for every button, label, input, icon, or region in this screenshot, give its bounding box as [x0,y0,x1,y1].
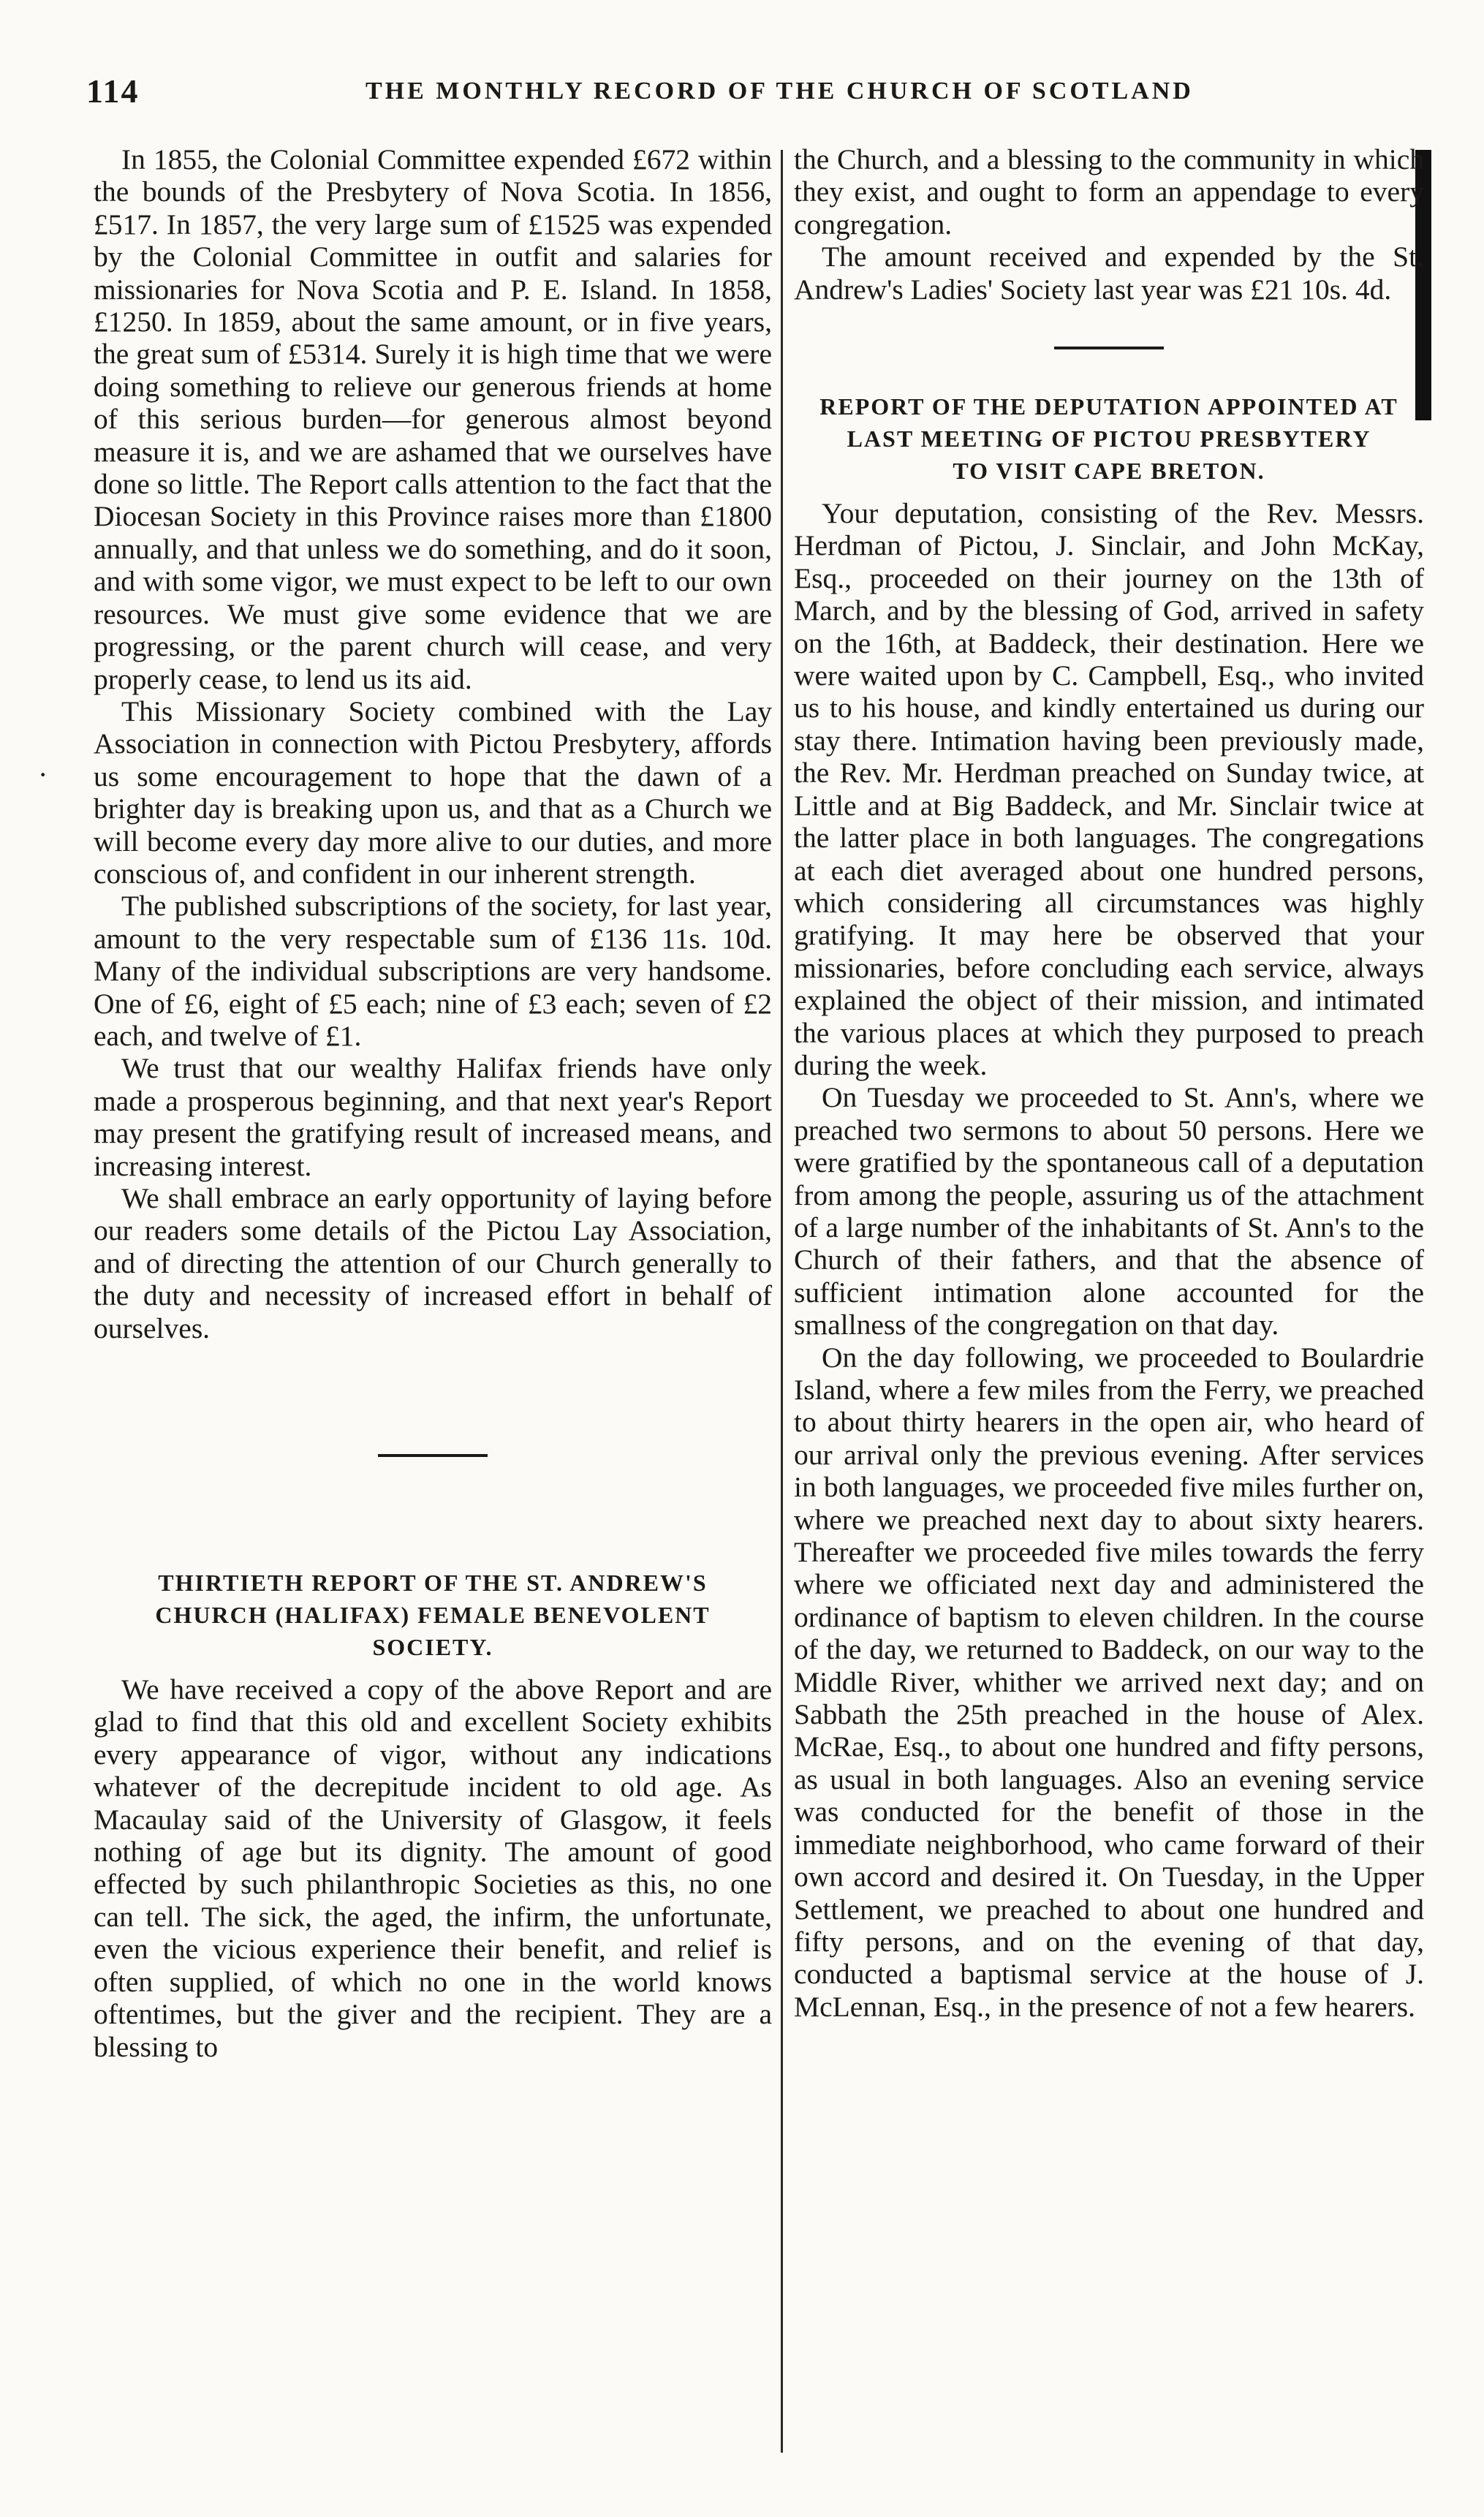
stray-mark: · [38,758,48,791]
running-head: THE MONTHLY RECORD OF THE CHURCH OF SCOTLAND [366,77,1194,105]
section-heading [794,390,1424,487]
page-number: 114 [86,72,140,110]
body-paragraph: On the day following, we proceeded to Boulardrie Island, where a few miles from the Ferry, we preached to about thirty hearers in the open air, who heard of our arrival only the previous evening. After services in both languages, we proceeded five miles further on, where we preached next day to about sixty hearers. Thereafter we proceeded five miles towards the ferry where we officiated next day and administered the ordinance of baptism to eleven children. In the course of the day, we returned to Baddeck, on our way to the Middle River, whither we arrived next day; and on Sabbath the 25th preached in the house of Alex. McRae, Esq., to about one hundred and fifty persons, as usual in both languages. Also an evening service was conducted for the benefit of those in the immediate neighborhood, who came forward of their own accord and desired it. On Tuesday, in the Upper Settlement, we preached to about one hundred and fifty persons, and on the evening of that day, conducted a baptismal service at the house of J. McLennan, Esq., in the presence of not a few hearers. [794,1341,1424,2023]
right-column [794,143,1424,2023]
body-paragraph: The published subscriptions of the society, for last year, amount to the very respectable sum of £136 11s. 10d. Many of the individual subscriptions are very handsome. One of £6, eight of £5 each; nine of £3 each; seven of £2 each, and twelve of £1. [94,890,772,1052]
body-paragraph: We shall embrace an early opportunity of laying before our readers some details of the Pictou Lay Association, and of directing the attention of our Church generally to the duty and necessity of increased effort in behalf of ourselves. [94,1182,772,1344]
body-paragraph: On Tuesday we proceeded to St. Ann's, where we preached two sermons to about 50 persons. Here we were gratified by the spontaneous call of a deputation from among the people, assuring us of the attachment of a large number of the inhabitants of St. Ann's to the Church of their fathers, and that the absence of sufficient intimation alone accounted for the smallness of the congregation on that day. [794,1081,1424,1341]
column-divider [781,150,783,2453]
heading-line: TO VISIT CAPE BRETON. [953,458,1265,485]
left-column [94,143,772,2063]
heading-line: SOCIETY. [372,1634,493,1661]
continued-paragraph: the Church, and a blessing to the community in which they exist, and ought to form an appendage to every congregation. [794,143,1424,241]
section-heading [94,1567,772,1663]
heading-line: THIRTIETH REPORT OF THE ST. ANDREW'S [158,1570,708,1597]
heading-line: LAST MEETING OF PICTOU PRESBYTERY [847,425,1371,453]
heading-line: REPORT OF THE DEPUTATION APPOINTED AT [819,393,1398,420]
body-paragraph: We have received a copy of the above Report and are glad to find that this old and excellent Society exhibits every appearance of vigor, without any indications whatever of the decrepitude incident to old age. As Macaulay said of the University of Glasgow, it feels nothing of age but its dignity. The amount of good effected by such philanthropic Societies as this, no one can tell. The sick, the aged, the infirm, the unfortunate, even the vicious experience their benefit, and relief is often supplied, of which no one in the world knows oftentimes, but the giver and the recipient. They are a blessing to [94,1673,772,2063]
body-paragraph: The amount received and expended by the St. Andrew's Ladies' Society last year was £21 10s. 4d. [794,241,1424,306]
body-paragraph: In 1855, the Colonial Committee expended £672 within the bounds of the Presbytery of Nova Scotia. In 1856, £517. In 1857, the very large sum of £1525 was expended by the Colonial Committee in outfit and salaries for missionaries for Nova Scotia and P. E. Island. In 1858, £1250. In 1859, about the same amount, or in five years, the great sum of £5314. Surely it is high time that we were doing something to relieve our generous friends at home of this serious burden—for generous almost beyond measure it is, and we are ashamed that we ourselves have done so little. The Report calls attention to the fact that the Diocesan Society in this Province raises more than £1800 annually, and that unless we do something, and do it soon, and with some vigor, we must expect to be left to our own resources. We must give some evidence that we are progressing, or the parent church will cease, and very properly cease, to lend us its aid. [94,143,772,695]
heading-line: CHURCH (HALIFAX) FEMALE BENEVOLENT [155,1602,711,1629]
body-paragraph: We trust that our wealthy Halifax friends have only made a prosperous beginning, and that next year's Report may present the gratifying result of increased means, and increasing interest. [94,1052,772,1182]
body-paragraph: Your deputation, consisting of the Rev. Messrs. Herdman of Pictou, J. Sinclair, and John McKay, Esq., proceeded on their journey on the 13th of March, and by the blessing of God, arrived in safety on the 16th, at Baddeck, their destination. Here we were waited upon by C. Campbell, Esq., who invited us to his house, and kindly entertained us during our stay there. Intimation having been previously made, the Rev. Mr. Herdman preached on Sunday twice, at Little and at Big Baddeck, and Mr. Sinclair twice at the latter place in both languages. The congregations at each diet averaged about one hundred persons, which considering all circumstances was highly gratifying. It may here be observed that your missionaries, before concluding each service, always explained the object of their mission, and intimated the various places at which they purposed to preach during the week. [794,497,1424,1081]
body-paragraph: This Missionary Society combined with the Lay Association in connection with Pictou Presbytery, affords us some encouragement to hope that the dawn of a brighter day is breaking upon us, and that as a Church we will become every day more alive to our duties, and more conscious of, and confident in our inherent strength. [94,694,772,890]
